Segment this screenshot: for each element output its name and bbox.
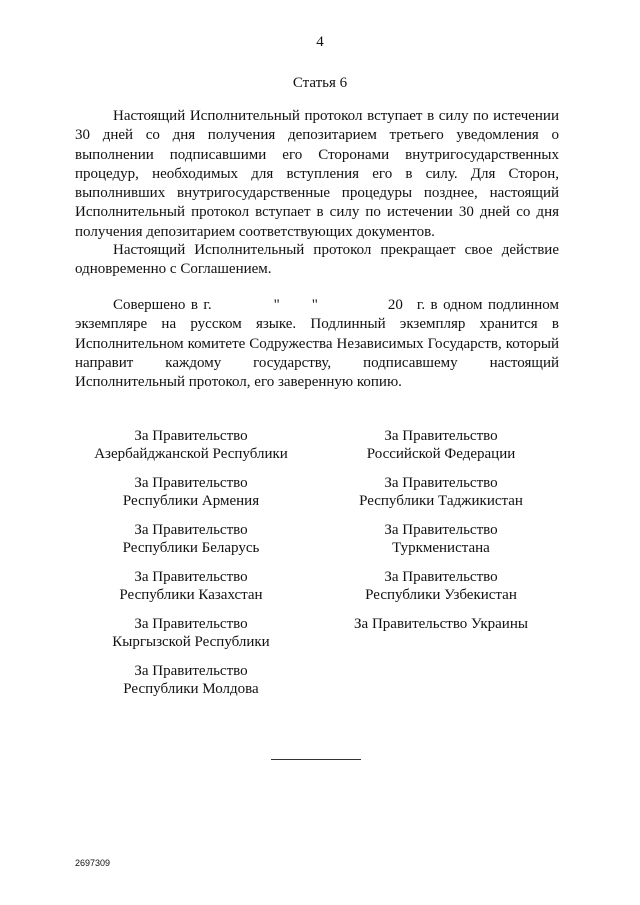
signature-block bbox=[66, 616, 316, 651]
end-rule bbox=[271, 759, 361, 760]
paragraph-termination bbox=[75, 241, 559, 280]
signature-party: Республики Казахстан bbox=[119, 586, 263, 603]
signature-block bbox=[66, 428, 316, 463]
signature-party: Республики Армения bbox=[122, 492, 260, 509]
paragraph-done-at bbox=[75, 296, 559, 392]
signature-line: За Правительство bbox=[384, 522, 498, 538]
signature-party: Азербайджанской Республики bbox=[94, 445, 288, 462]
signature-line: За Правительство bbox=[384, 569, 498, 585]
paragraph3-text: г. в одном подлинном экземпляре на русском языке. Подлинный экземпляр хранится в Исполнительном комитете Содружества Независимых Государств, который направит каждому государству, подписавшему настоящий Исполнительный протокол, его заверенную копию. bbox=[75, 297, 559, 391]
signature-block bbox=[66, 569, 316, 604]
signature-line: За Правительство Украины bbox=[354, 616, 528, 632]
article-title: Статья 6 bbox=[292, 75, 348, 91]
signature-block bbox=[316, 475, 566, 510]
signature-block bbox=[66, 663, 316, 698]
quote-open: " bbox=[273, 297, 280, 313]
signature-party: Кыргызской Республики bbox=[112, 633, 270, 650]
year-prefix: 20 bbox=[387, 297, 403, 313]
paragraph1-text: Настоящий Исполнительный протокол вступает в силу по истечении 30 дней со дня получения депозитарием третьего уведомления о выполнении подписавшими его Сторонами внутригосударственных процедур, необходимых для вступления его в силу. Для Сторон, выполнивших внутригосударственные процедуры позднее, настоящий Исполнительный протокол вступает в силу по истечении 30 дней со дня получения депозитарием соответствующих документов. bbox=[75, 108, 559, 240]
signature-line: За Правительство bbox=[134, 428, 248, 444]
signature-line: За Правительство bbox=[134, 475, 248, 491]
signature-block bbox=[316, 616, 566, 634]
signature-party: Российской Федерации bbox=[366, 445, 516, 462]
done-at-label: Совершено в г. bbox=[113, 297, 212, 313]
signature-block bbox=[316, 428, 566, 463]
signature-line: За Правительство bbox=[384, 475, 498, 491]
signature-block bbox=[316, 569, 566, 604]
signature-party: Республики Узбекистан bbox=[365, 586, 517, 603]
signature-line: За Правительство bbox=[384, 428, 498, 444]
signature-party: Республики Беларусь bbox=[122, 539, 260, 556]
quote-close: " bbox=[311, 297, 318, 313]
signature-block bbox=[66, 475, 316, 510]
page-number: 4 bbox=[316, 34, 324, 50]
signature-block bbox=[316, 522, 566, 557]
signature-party: Республики Таджикистан bbox=[359, 492, 523, 509]
paragraph2-text: Настоящий Исполнительный протокол прекращает свое действие одновременно с Соглашением. bbox=[75, 242, 559, 278]
document-code: 2697309 bbox=[75, 858, 111, 868]
signature-line: За Правительство bbox=[134, 663, 248, 679]
signature-line: За Правительство bbox=[134, 522, 248, 538]
signatures-left-column bbox=[66, 428, 316, 710]
signature-block bbox=[66, 522, 316, 557]
signature-line: За Правительство bbox=[134, 616, 248, 632]
signature-party: Туркменистана bbox=[392, 539, 490, 556]
signature-party: Республики Молдова bbox=[123, 680, 259, 697]
paragraph-entry-into-force bbox=[75, 107, 559, 242]
signatures-right-column bbox=[316, 428, 566, 646]
signature-line: За Правительство bbox=[134, 569, 248, 585]
